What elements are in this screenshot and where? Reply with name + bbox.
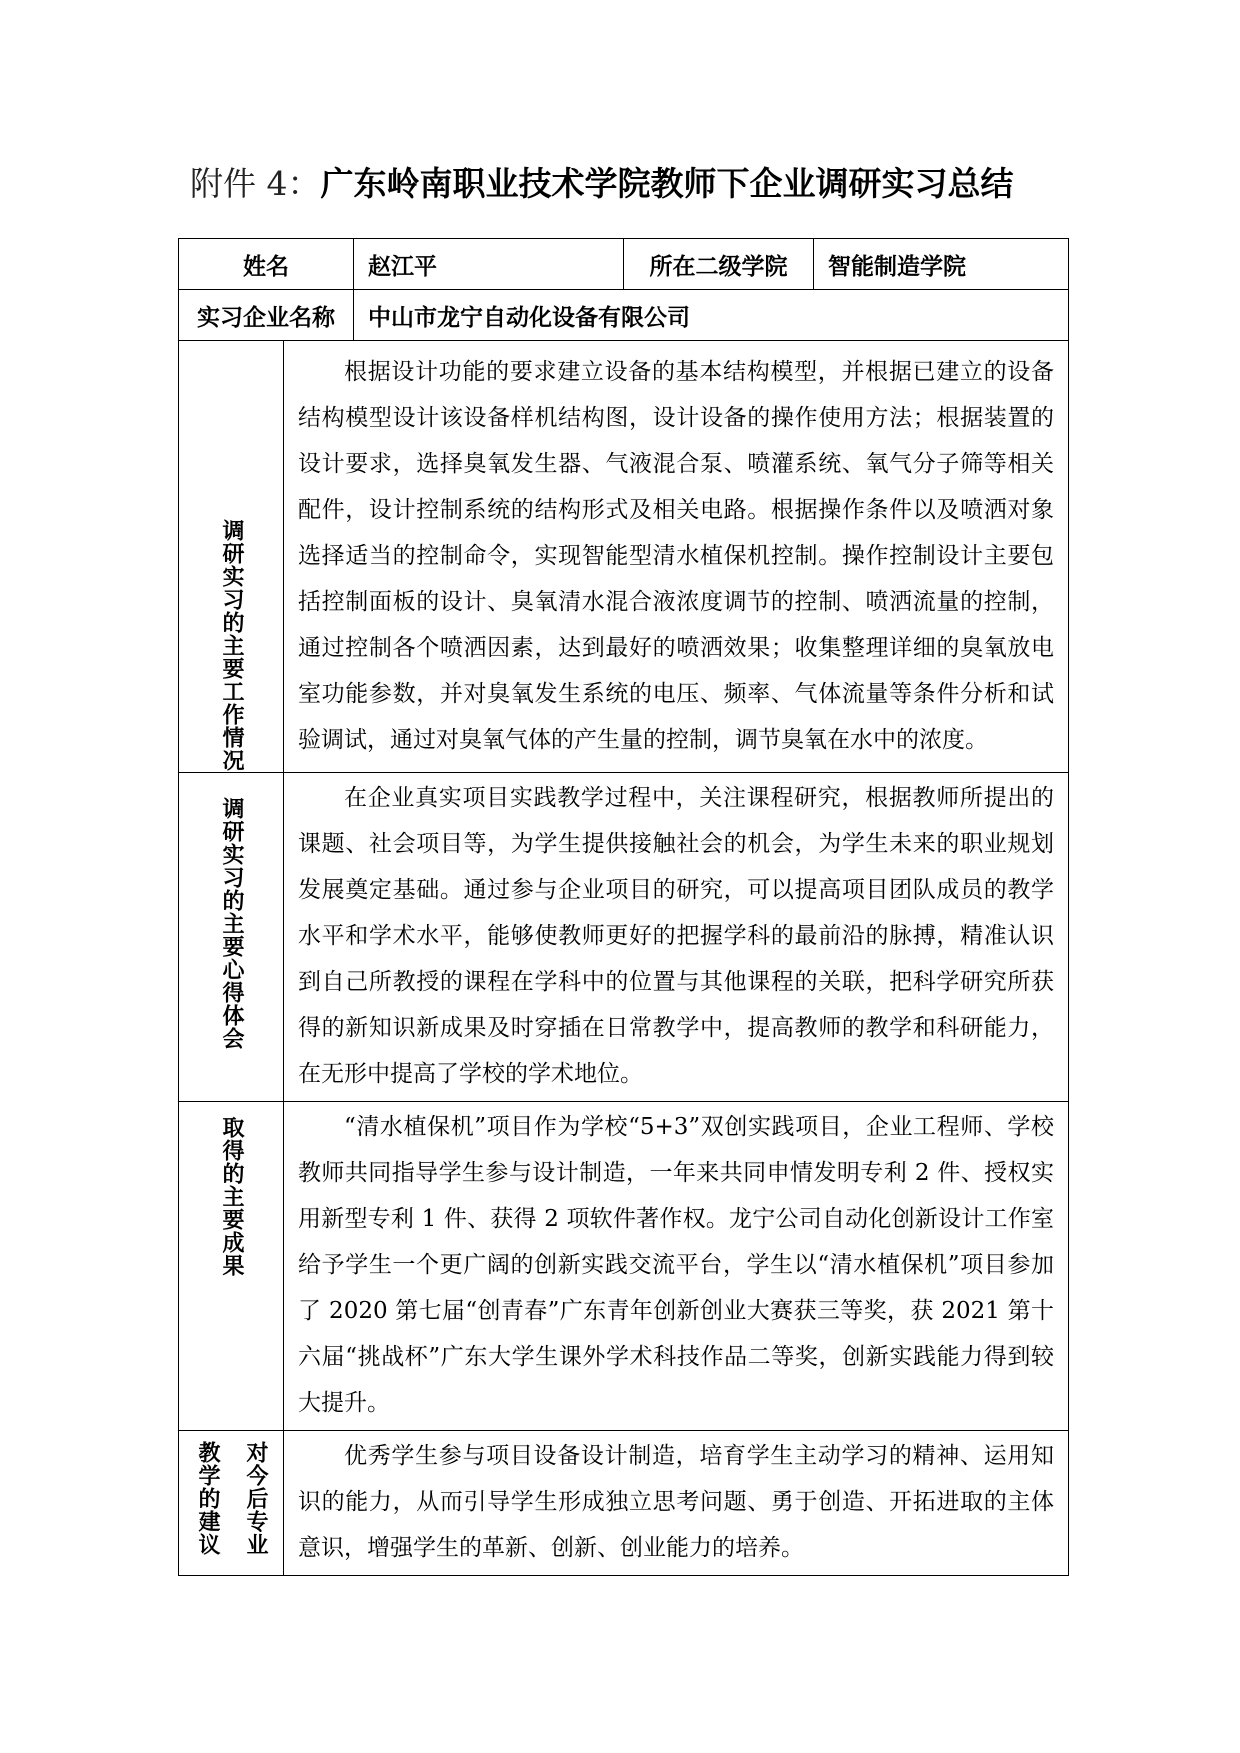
suggestion-label-col1: 对今后专业 <box>243 1441 268 1556</box>
results-text-cell <box>284 1102 1069 1431</box>
title-main: 广东岭南职业技术学院教师下企业调研实习总结 <box>320 164 1014 203</box>
work-text: 根据设计功能的要求建立设备的基本结构模型，并根据已建立的设备结构模型设计该设备样机结构图，设计设备的操作使用方法；根据装置的设计要求，选择臭氧发生器、气液混合泵、喷灌系统、氧气分子筛等相关配件，设计控制系统的结构形式及相关电路。根据操作条件以及喷洒对象选择适当的控制命令，实现智能型清水植保机控制。操作控制设计主要包括控制面板的设计、臭氧清水混合液浓度调节的控制、喷洒流量的控制，通过控制各个喷洒因素，达到最好的喷洒效果；收集整理详细的臭氧放电室功能参数，并对臭氧发生系统的电压、频率、气体流量等条件分析和试验调试，通过对臭氧气体的产生量的控制，调节臭氧在水中的浓度。 <box>298 358 1054 753</box>
info-row-name <box>179 239 1069 290</box>
college-label: 所在二级学院 <box>624 239 814 290</box>
attachment-prefix: 附件 4： <box>190 164 321 203</box>
name-value: 赵江平 <box>354 239 624 290</box>
info-row-company <box>179 290 1069 341</box>
work-label: 调研实习的主要工作情况 <box>219 519 244 772</box>
suggestion-label-col2: 教学的建议 <box>195 1441 220 1556</box>
section-row-experience <box>179 773 1069 1102</box>
experience-label: 调研实习的主要心得体会 <box>219 797 244 1050</box>
experience-text: 在企业真实项目实践教学过程中，关注课程研究，根据教师所提出的课题、社会项目等，为学生提供接触社会的机会，为学生未来的职业规划发展奠定基础。通过参与企业项目的研究，可以提高项目团队成员的教学水平和学术水平，能够使教师更好的把握学科的最前沿的脉搏，精准认识到自己所教授的课程在学科中的位置与其他课程的关联，把科学研究所获得的新知识新成果及时穿插在日常教学中，提高教师的教学和科研能力，在无形中提高了学校的学术地位。 <box>298 785 1054 1087</box>
document-title <box>190 160 1090 208</box>
work-label-cell <box>179 341 284 773</box>
section-row-results <box>179 1102 1069 1431</box>
experience-text-cell <box>284 773 1069 1102</box>
suggestion-label <box>179 1431 283 1556</box>
company-value: 中山市龙宁自动化设备有限公司 <box>354 290 1069 341</box>
section-row-suggestion <box>179 1431 1069 1576</box>
results-text: “清水植保机”项目作为学校“5+3”双创实践项目，企业工程师、学校教师共同指导学生参与设计制造，一年来共同申情发明专利 2 件、授权实用新型专利 1 件、获得 2 项软件著作权。龙宁公司自动化创新设计工作室给予学生一个更广阔的创新实践交流平台，学生以“清水植保机”项目参加了 2020 第七届“创青春”广东青年创新创业大赛获三等奖，获 2021 第十六届“挑战杯”广东大学生课外学术科技作品二等奖，创新实践能力得到较大提升。 <box>298 1114 1054 1416</box>
suggestion-label-cell <box>179 1431 284 1576</box>
section-row-work <box>179 341 1069 773</box>
company-label: 实习企业名称 <box>179 290 354 341</box>
name-label: 姓名 <box>179 239 354 290</box>
experience-label-cell <box>179 773 284 1102</box>
college-value: 智能制造学院 <box>814 239 1069 290</box>
summary-form-table <box>178 238 1069 1576</box>
work-text-cell <box>284 341 1069 773</box>
results-label-cell <box>179 1102 284 1431</box>
suggestion-text: 优秀学生参与项目设备设计制造，培育学生主动学习的精神、运用知识的能力，从而引导学生形成独立思考问题、勇于创造、开拓进取的主体意识，增强学生的革新、创新、创业能力的培养。 <box>298 1443 1054 1561</box>
results-label: 取得的主要成果 <box>219 1116 244 1277</box>
suggestion-text-cell <box>284 1431 1069 1576</box>
